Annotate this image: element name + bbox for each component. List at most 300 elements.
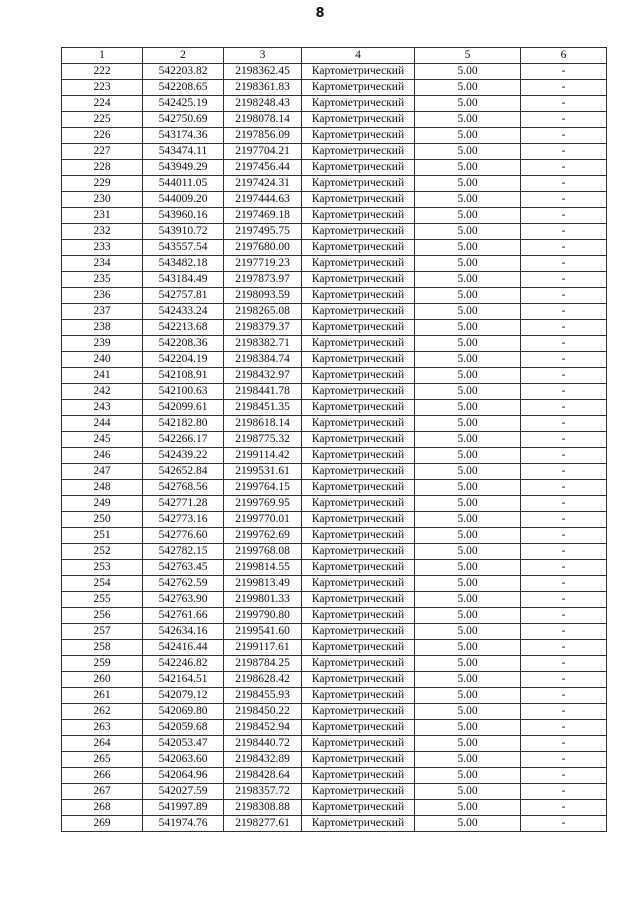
method-cell: Картометрический xyxy=(302,688,415,704)
accuracy-cell: 5.00 xyxy=(415,656,521,672)
accuracy-cell: 5.00 xyxy=(415,112,521,128)
accuracy-cell: 5.00 xyxy=(415,592,521,608)
y-coordinate-cell: 2198451.35 xyxy=(224,400,302,416)
note-cell: - xyxy=(521,480,607,496)
table-row xyxy=(62,640,607,656)
x-coordinate-cell: 543960.16 xyxy=(143,208,224,224)
method-cell: Картометрический xyxy=(302,240,415,256)
point-number-cell: 249 xyxy=(62,496,143,512)
note-cell: - xyxy=(521,624,607,640)
note-cell: - xyxy=(521,160,607,176)
y-coordinate-cell: 2197424.31 xyxy=(224,176,302,192)
table-row xyxy=(62,128,607,144)
point-number-cell: 223 xyxy=(62,80,143,96)
table-row xyxy=(62,432,607,448)
y-coordinate-cell: 2198093.59 xyxy=(224,288,302,304)
coordinates-table xyxy=(61,47,607,832)
y-coordinate-cell: 2197719.23 xyxy=(224,256,302,272)
table-row xyxy=(62,816,607,832)
accuracy-cell: 5.00 xyxy=(415,704,521,720)
method-cell: Картометрический xyxy=(302,320,415,336)
x-coordinate-cell: 542208.36 xyxy=(143,336,224,352)
method-cell: Картометрический xyxy=(302,432,415,448)
table-row xyxy=(62,544,607,560)
y-coordinate-cell: 2198455.93 xyxy=(224,688,302,704)
note-cell: - xyxy=(521,608,607,624)
point-number-cell: 259 xyxy=(62,656,143,672)
y-coordinate-cell: 2198784.25 xyxy=(224,656,302,672)
point-number-cell: 251 xyxy=(62,528,143,544)
method-cell: Картометрический xyxy=(302,160,415,176)
y-coordinate-cell: 2199531.61 xyxy=(224,464,302,480)
method-cell: Картометрический xyxy=(302,64,415,80)
table-row xyxy=(62,208,607,224)
table-row xyxy=(62,368,607,384)
method-cell: Картометрический xyxy=(302,480,415,496)
y-coordinate-cell: 2198248.43 xyxy=(224,96,302,112)
note-cell: - xyxy=(521,592,607,608)
y-coordinate-cell: 2198308.88 xyxy=(224,800,302,816)
method-cell: Картометрический xyxy=(302,784,415,800)
y-coordinate-cell: 2197469.18 xyxy=(224,208,302,224)
table-row xyxy=(62,672,607,688)
table-row xyxy=(62,464,607,480)
col-header-y: 3 xyxy=(224,48,302,64)
point-number-cell: 234 xyxy=(62,256,143,272)
point-number-cell: 250 xyxy=(62,512,143,528)
method-cell: Картометрический xyxy=(302,96,415,112)
y-coordinate-cell: 2198078.14 xyxy=(224,112,302,128)
accuracy-cell: 5.00 xyxy=(415,128,521,144)
x-coordinate-cell: 542773.16 xyxy=(143,512,224,528)
table-row xyxy=(62,736,607,752)
table-row xyxy=(62,352,607,368)
method-cell: Картометрический xyxy=(302,576,415,592)
y-coordinate-cell: 2198361.83 xyxy=(224,80,302,96)
table-row xyxy=(62,304,607,320)
x-coordinate-cell: 542069.80 xyxy=(143,704,224,720)
table-row xyxy=(62,800,607,816)
y-coordinate-cell: 2198428.64 xyxy=(224,768,302,784)
point-number-cell: 260 xyxy=(62,672,143,688)
x-coordinate-cell: 543910.72 xyxy=(143,224,224,240)
x-coordinate-cell: 542108.91 xyxy=(143,368,224,384)
point-number-cell: 242 xyxy=(62,384,143,400)
point-number-cell: 263 xyxy=(62,720,143,736)
table-row xyxy=(62,80,607,96)
accuracy-cell: 5.00 xyxy=(415,160,521,176)
x-coordinate-cell: 542079.12 xyxy=(143,688,224,704)
x-coordinate-cell: 543184.49 xyxy=(143,272,224,288)
x-coordinate-cell: 543949.29 xyxy=(143,160,224,176)
method-cell: Картометрический xyxy=(302,560,415,576)
method-cell: Картометрический xyxy=(302,416,415,432)
point-number-cell: 264 xyxy=(62,736,143,752)
x-coordinate-cell: 542768.56 xyxy=(143,480,224,496)
table-row xyxy=(62,384,607,400)
accuracy-cell: 5.00 xyxy=(415,432,521,448)
y-coordinate-cell: 2198432.89 xyxy=(224,752,302,768)
accuracy-cell: 5.00 xyxy=(415,496,521,512)
note-cell: - xyxy=(521,224,607,240)
y-coordinate-cell: 2197495.75 xyxy=(224,224,302,240)
table-row xyxy=(62,688,607,704)
y-coordinate-cell: 2199769.95 xyxy=(224,496,302,512)
note-cell: - xyxy=(521,240,607,256)
table-row xyxy=(62,224,607,240)
note-cell: - xyxy=(521,368,607,384)
note-cell: - xyxy=(521,288,607,304)
note-cell: - xyxy=(521,416,607,432)
accuracy-cell: 5.00 xyxy=(415,256,521,272)
method-cell: Картометрический xyxy=(302,304,415,320)
x-coordinate-cell: 542063.60 xyxy=(143,752,224,768)
note-cell: - xyxy=(521,800,607,816)
note-cell: - xyxy=(521,144,607,160)
table-row xyxy=(62,576,607,592)
accuracy-cell: 5.00 xyxy=(415,416,521,432)
accuracy-cell: 5.00 xyxy=(415,528,521,544)
method-cell: Картометрический xyxy=(302,272,415,288)
note-cell: - xyxy=(521,816,607,832)
col-header-note: 6 xyxy=(521,48,607,64)
note-cell: - xyxy=(521,528,607,544)
method-cell: Картометрический xyxy=(302,720,415,736)
point-number-cell: 265 xyxy=(62,752,143,768)
point-number-cell: 238 xyxy=(62,320,143,336)
x-coordinate-cell: 542763.45 xyxy=(143,560,224,576)
y-coordinate-cell: 2198441.78 xyxy=(224,384,302,400)
accuracy-cell: 5.00 xyxy=(415,640,521,656)
accuracy-cell: 5.00 xyxy=(415,464,521,480)
point-number-cell: 266 xyxy=(62,768,143,784)
point-number-cell: 228 xyxy=(62,160,143,176)
note-cell: - xyxy=(521,192,607,208)
accuracy-cell: 5.00 xyxy=(415,384,521,400)
x-coordinate-cell: 543174.36 xyxy=(143,128,224,144)
note-cell: - xyxy=(521,384,607,400)
note-cell: - xyxy=(521,576,607,592)
method-cell: Картометрический xyxy=(302,224,415,240)
y-coordinate-cell: 2197873.97 xyxy=(224,272,302,288)
y-coordinate-cell: 2198432.97 xyxy=(224,368,302,384)
point-number-cell: 229 xyxy=(62,176,143,192)
point-number-cell: 246 xyxy=(62,448,143,464)
accuracy-cell: 5.00 xyxy=(415,80,521,96)
note-cell: - xyxy=(521,256,607,272)
point-number-cell: 269 xyxy=(62,816,143,832)
note-cell: - xyxy=(521,352,607,368)
method-cell: Картометрический xyxy=(302,144,415,160)
table-row xyxy=(62,400,607,416)
y-coordinate-cell: 2198450.22 xyxy=(224,704,302,720)
method-cell: Картометрический xyxy=(302,736,415,752)
table-row xyxy=(62,656,607,672)
method-cell: Картометрический xyxy=(302,336,415,352)
table-row xyxy=(62,608,607,624)
accuracy-cell: 5.00 xyxy=(415,480,521,496)
point-number-cell: 233 xyxy=(62,240,143,256)
accuracy-cell: 5.00 xyxy=(415,64,521,80)
y-coordinate-cell: 2198618.14 xyxy=(224,416,302,432)
method-cell: Картометрический xyxy=(302,752,415,768)
y-coordinate-cell: 2197456.44 xyxy=(224,160,302,176)
accuracy-cell: 5.00 xyxy=(415,144,521,160)
y-coordinate-cell: 2198362.45 xyxy=(224,64,302,80)
accuracy-cell: 5.00 xyxy=(415,224,521,240)
y-coordinate-cell: 2199790.80 xyxy=(224,608,302,624)
method-cell: Картометрический xyxy=(302,800,415,816)
method-cell: Картометрический xyxy=(302,608,415,624)
note-cell: - xyxy=(521,64,607,80)
accuracy-cell: 5.00 xyxy=(415,96,521,112)
note-cell: - xyxy=(521,448,607,464)
note-cell: - xyxy=(521,640,607,656)
point-number-cell: 261 xyxy=(62,688,143,704)
point-number-cell: 235 xyxy=(62,272,143,288)
point-number-cell: 237 xyxy=(62,304,143,320)
point-number-cell: 244 xyxy=(62,416,143,432)
method-cell: Картометрический xyxy=(302,384,415,400)
point-number-cell: 224 xyxy=(62,96,143,112)
point-number-cell: 247 xyxy=(62,464,143,480)
accuracy-cell: 5.00 xyxy=(415,512,521,528)
note-cell: - xyxy=(521,208,607,224)
table-row xyxy=(62,112,607,128)
accuracy-cell: 5.00 xyxy=(415,752,521,768)
x-coordinate-cell: 542213.68 xyxy=(143,320,224,336)
accuracy-cell: 5.00 xyxy=(415,816,521,832)
y-coordinate-cell: 2198628.42 xyxy=(224,672,302,688)
method-cell: Картометрический xyxy=(302,368,415,384)
point-number-cell: 240 xyxy=(62,352,143,368)
col-header-x: 2 xyxy=(143,48,224,64)
table-row xyxy=(62,512,607,528)
accuracy-cell: 5.00 xyxy=(415,336,521,352)
y-coordinate-cell: 2198379.37 xyxy=(224,320,302,336)
y-coordinate-cell: 2198277.61 xyxy=(224,816,302,832)
x-coordinate-cell: 541997.89 xyxy=(143,800,224,816)
y-coordinate-cell: 2197856.09 xyxy=(224,128,302,144)
method-cell: Картометрический xyxy=(302,512,415,528)
accuracy-cell: 5.00 xyxy=(415,176,521,192)
note-cell: - xyxy=(521,176,607,192)
y-coordinate-cell: 2199541.60 xyxy=(224,624,302,640)
accuracy-cell: 5.00 xyxy=(415,448,521,464)
method-cell: Картометрический xyxy=(302,768,415,784)
point-number-cell: 255 xyxy=(62,592,143,608)
point-number-cell: 252 xyxy=(62,544,143,560)
table-row xyxy=(62,496,607,512)
y-coordinate-cell: 2199764.15 xyxy=(224,480,302,496)
x-coordinate-cell: 542750.69 xyxy=(143,112,224,128)
point-number-cell: 230 xyxy=(62,192,143,208)
table-row xyxy=(62,336,607,352)
accuracy-cell: 5.00 xyxy=(415,672,521,688)
method-cell: Картометрический xyxy=(302,176,415,192)
table-row xyxy=(62,624,607,640)
point-number-cell: 236 xyxy=(62,288,143,304)
point-number-cell: 241 xyxy=(62,368,143,384)
x-coordinate-cell: 542204.19 xyxy=(143,352,224,368)
accuracy-cell: 5.00 xyxy=(415,368,521,384)
x-coordinate-cell: 542771.28 xyxy=(143,496,224,512)
table-row xyxy=(62,480,607,496)
table-row xyxy=(62,192,607,208)
table-row xyxy=(62,448,607,464)
method-cell: Картометрический xyxy=(302,528,415,544)
table-row xyxy=(62,320,607,336)
table-row xyxy=(62,528,607,544)
table-row xyxy=(62,416,607,432)
method-cell: Картометрический xyxy=(302,352,415,368)
method-cell: Картометрический xyxy=(302,592,415,608)
x-coordinate-cell: 544009.20 xyxy=(143,192,224,208)
accuracy-cell: 5.00 xyxy=(415,784,521,800)
table-row xyxy=(62,704,607,720)
point-number-cell: 248 xyxy=(62,480,143,496)
method-cell: Картометрический xyxy=(302,80,415,96)
note-cell: - xyxy=(521,496,607,512)
note-cell: - xyxy=(521,736,607,752)
note-cell: - xyxy=(521,400,607,416)
accuracy-cell: 5.00 xyxy=(415,352,521,368)
y-coordinate-cell: 2197444.63 xyxy=(224,192,302,208)
method-cell: Картометрический xyxy=(302,400,415,416)
note-cell: - xyxy=(521,96,607,112)
note-cell: - xyxy=(521,464,607,480)
table-header-row xyxy=(62,48,607,64)
accuracy-cell: 5.00 xyxy=(415,576,521,592)
accuracy-cell: 5.00 xyxy=(415,240,521,256)
table-row xyxy=(62,160,607,176)
y-coordinate-cell: 2199813.49 xyxy=(224,576,302,592)
x-coordinate-cell: 542053.47 xyxy=(143,736,224,752)
method-cell: Картометрический xyxy=(302,256,415,272)
x-coordinate-cell: 542776.60 xyxy=(143,528,224,544)
method-cell: Картометрический xyxy=(302,816,415,832)
x-coordinate-cell: 542246.82 xyxy=(143,656,224,672)
method-cell: Картометрический xyxy=(302,640,415,656)
note-cell: - xyxy=(521,672,607,688)
point-number-cell: 245 xyxy=(62,432,143,448)
point-number-cell: 258 xyxy=(62,640,143,656)
note-cell: - xyxy=(521,432,607,448)
y-coordinate-cell: 2198357.72 xyxy=(224,784,302,800)
table-row xyxy=(62,176,607,192)
method-cell: Картометрический xyxy=(302,496,415,512)
note-cell: - xyxy=(521,80,607,96)
y-coordinate-cell: 2199117.61 xyxy=(224,640,302,656)
table-row xyxy=(62,752,607,768)
note-cell: - xyxy=(521,304,607,320)
note-cell: - xyxy=(521,704,607,720)
table-row xyxy=(62,96,607,112)
table-row xyxy=(62,240,607,256)
x-coordinate-cell: 542634.16 xyxy=(143,624,224,640)
method-cell: Картометрический xyxy=(302,208,415,224)
x-coordinate-cell: 542203.82 xyxy=(143,64,224,80)
x-coordinate-cell: 542059.68 xyxy=(143,720,224,736)
note-cell: - xyxy=(521,656,607,672)
x-coordinate-cell: 542266.17 xyxy=(143,432,224,448)
x-coordinate-cell: 542757.81 xyxy=(143,288,224,304)
y-coordinate-cell: 2198452.94 xyxy=(224,720,302,736)
x-coordinate-cell: 542763.90 xyxy=(143,592,224,608)
x-coordinate-cell: 544011.05 xyxy=(143,176,224,192)
point-number-cell: 253 xyxy=(62,560,143,576)
y-coordinate-cell: 2198265.08 xyxy=(224,304,302,320)
point-number-cell: 254 xyxy=(62,576,143,592)
accuracy-cell: 5.00 xyxy=(415,624,521,640)
x-coordinate-cell: 543474.11 xyxy=(143,144,224,160)
method-cell: Картометрический xyxy=(302,128,415,144)
accuracy-cell: 5.00 xyxy=(415,544,521,560)
y-coordinate-cell: 2197704.21 xyxy=(224,144,302,160)
x-coordinate-cell: 543557.54 xyxy=(143,240,224,256)
point-number-cell: 232 xyxy=(62,224,143,240)
x-coordinate-cell: 541974.76 xyxy=(143,816,224,832)
method-cell: Картометрический xyxy=(302,112,415,128)
note-cell: - xyxy=(521,560,607,576)
x-coordinate-cell: 542433.24 xyxy=(143,304,224,320)
table-row xyxy=(62,592,607,608)
point-number-cell: 243 xyxy=(62,400,143,416)
note-cell: - xyxy=(521,720,607,736)
x-coordinate-cell: 542208.65 xyxy=(143,80,224,96)
note-cell: - xyxy=(521,784,607,800)
note-cell: - xyxy=(521,512,607,528)
page-number: 8 xyxy=(315,6,325,21)
accuracy-cell: 5.00 xyxy=(415,800,521,816)
x-coordinate-cell: 542027.59 xyxy=(143,784,224,800)
y-coordinate-cell: 2199762.69 xyxy=(224,528,302,544)
table-row xyxy=(62,784,607,800)
point-number-cell: 268 xyxy=(62,800,143,816)
table-body xyxy=(62,64,607,832)
x-coordinate-cell: 542425.19 xyxy=(143,96,224,112)
accuracy-cell: 5.00 xyxy=(415,288,521,304)
accuracy-cell: 5.00 xyxy=(415,608,521,624)
col-header-method: 4 xyxy=(302,48,415,64)
note-cell: - xyxy=(521,336,607,352)
x-coordinate-cell: 542416.44 xyxy=(143,640,224,656)
point-number-cell: 257 xyxy=(62,624,143,640)
x-coordinate-cell: 542164.51 xyxy=(143,672,224,688)
accuracy-cell: 5.00 xyxy=(415,736,521,752)
x-coordinate-cell: 542100.63 xyxy=(143,384,224,400)
x-coordinate-cell: 542782.15 xyxy=(143,544,224,560)
point-number-cell: 225 xyxy=(62,112,143,128)
note-cell: - xyxy=(521,272,607,288)
method-cell: Картометрический xyxy=(302,656,415,672)
accuracy-cell: 5.00 xyxy=(415,768,521,784)
x-coordinate-cell: 542439.22 xyxy=(143,448,224,464)
accuracy-cell: 5.00 xyxy=(415,272,521,288)
x-coordinate-cell: 542762.59 xyxy=(143,576,224,592)
accuracy-cell: 5.00 xyxy=(415,320,521,336)
table-row xyxy=(62,768,607,784)
point-number-cell: 262 xyxy=(62,704,143,720)
accuracy-cell: 5.00 xyxy=(415,720,521,736)
table-row xyxy=(62,272,607,288)
point-number-cell: 227 xyxy=(62,144,143,160)
point-number-cell: 222 xyxy=(62,64,143,80)
note-cell: - xyxy=(521,768,607,784)
accuracy-cell: 5.00 xyxy=(415,304,521,320)
accuracy-cell: 5.00 xyxy=(415,560,521,576)
method-cell: Картометрический xyxy=(302,704,415,720)
